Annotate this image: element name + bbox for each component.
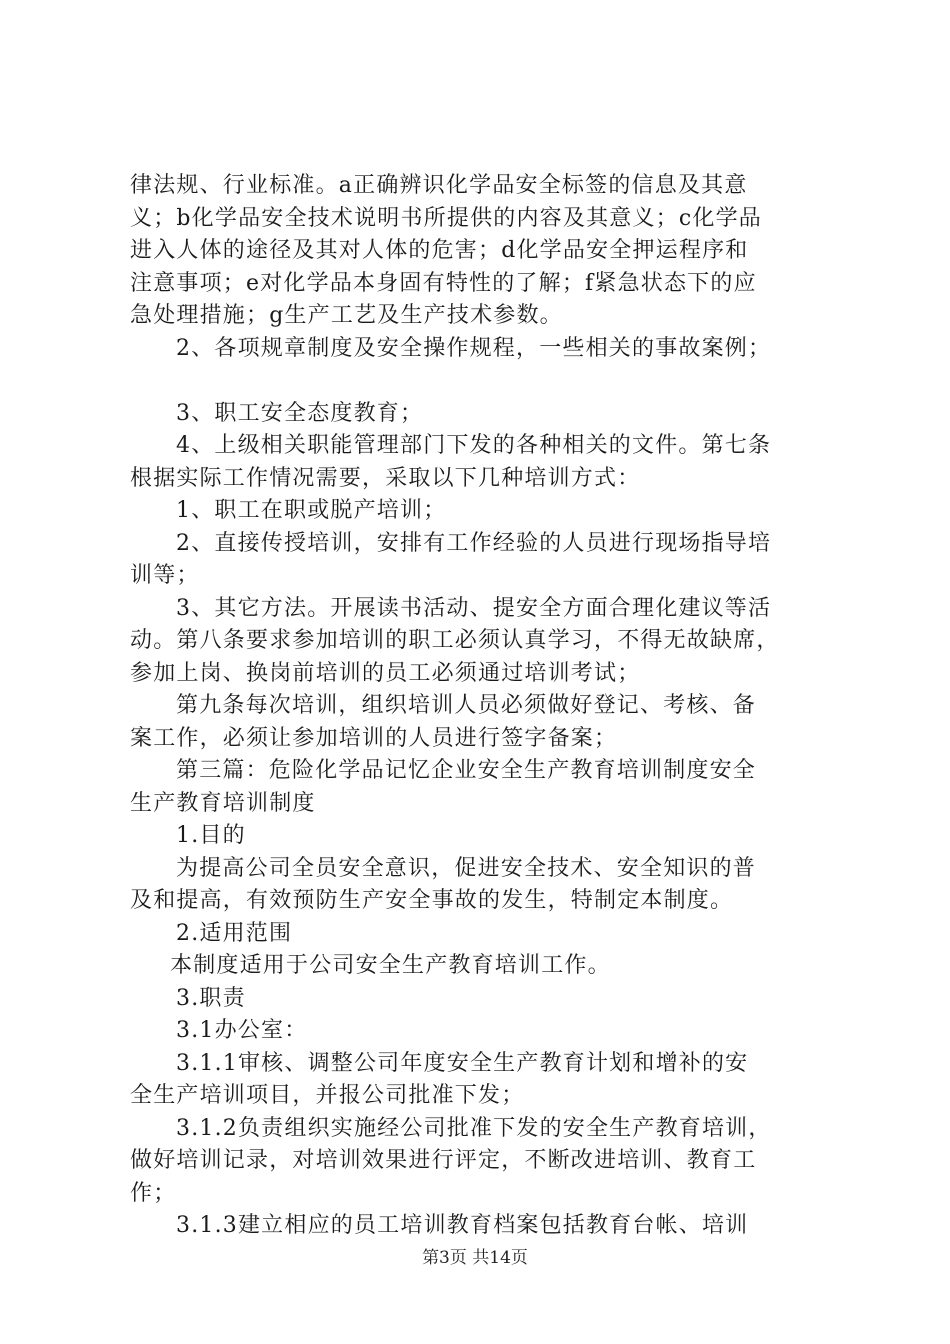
- text-line: 4、上级相关职能管理部门下发的各种相关的文件。第七条: [176, 433, 772, 458]
- text-line: 3、职工安全态度教育；: [176, 400, 424, 426]
- text-line: 参加上岗、换岗前培训的员工必须通过培训考试；: [130, 660, 641, 686]
- text-line: 3.1.2负责组织实施经公司批准下发的安全生产教育培训，: [176, 1115, 772, 1141]
- section-heading: 生产教育培训制度: [130, 790, 316, 816]
- text-line: 注意事项；e对化学品本身固有特性的了解；f紧急状态下的应: [130, 270, 757, 296]
- subsection-heading: 3.职责: [176, 985, 246, 1011]
- subsection-heading: 2.适用范围: [176, 920, 293, 946]
- text-line: 训等；: [130, 563, 200, 588]
- text-line: 3.1.3建立相应的员工培训教育档案包括教育台帐、培训: [176, 1213, 749, 1238]
- text-line: 本制度适用于公司安全生产教育培训工作。: [170, 953, 611, 978]
- text-line: 急处理措施；g生产工艺及生产技术参数。: [130, 303, 563, 328]
- text-line: 作；: [130, 1180, 177, 1206]
- text-line: 3.1.1审核、调整公司年度安全生产教育计划和增补的安: [176, 1050, 749, 1076]
- text-line: 律法规、行业标准。a正确辨识化学品安全标签的信息及其意: [130, 173, 748, 198]
- text-line: 2、各项规章制度及安全操作规程，一些相关的事故案例；: [176, 335, 772, 361]
- text-line: 及和提高，有效预防生产安全事故的发生，特制定本制度。: [130, 888, 734, 913]
- text-line: 动。第八条要求参加培训的职工必须认真学习，不得无故缺席，: [130, 628, 780, 653]
- text-line: 做好培训记录，对培训效果进行评定，不断改进培训、教育工: [130, 1148, 757, 1173]
- text-line: 1、职工在职或脱产培训；: [176, 498, 447, 523]
- page-number-footer: 第3页 共14页: [422, 1248, 528, 1268]
- subsection-heading: 3.1办公室：: [176, 1018, 308, 1043]
- section-heading: 第三篇：危险化学品记忆企业安全生产教育培训制度安全: [176, 758, 757, 783]
- text-line: 根据实际工作情况需要，采取以下几种培训方式：: [130, 465, 641, 491]
- text-line: 2、直接传授培训，安排有工作经验的人员进行现场指导培: [176, 530, 772, 556]
- blank-line: [130, 365, 830, 398]
- text-line: 3、其它方法。开展读书活动、提安全方面合理化建议等活: [176, 595, 772, 621]
- text-line: 全生产培训项目，并报公司批准下发；: [130, 1083, 525, 1108]
- subsection-heading: 1.目的: [176, 823, 246, 848]
- text-line: 案工作，必须让参加培训的人员进行签字备案；: [130, 725, 618, 751]
- text-line: 进入人体的途径及其对人体的危害；d化学品安全押运程序和: [130, 238, 749, 263]
- text-line: 第九条每次培训，组织培训人员必须做好登记、考核、备: [176, 693, 757, 718]
- document-body: [130, 170, 830, 1243]
- text-line: 为提高公司全员安全意识，促进安全技术、安全知识的普: [176, 855, 757, 881]
- text-line: 义；b化学品安全技术说明书所提供的内容及其意义；c化学品: [130, 205, 763, 231]
